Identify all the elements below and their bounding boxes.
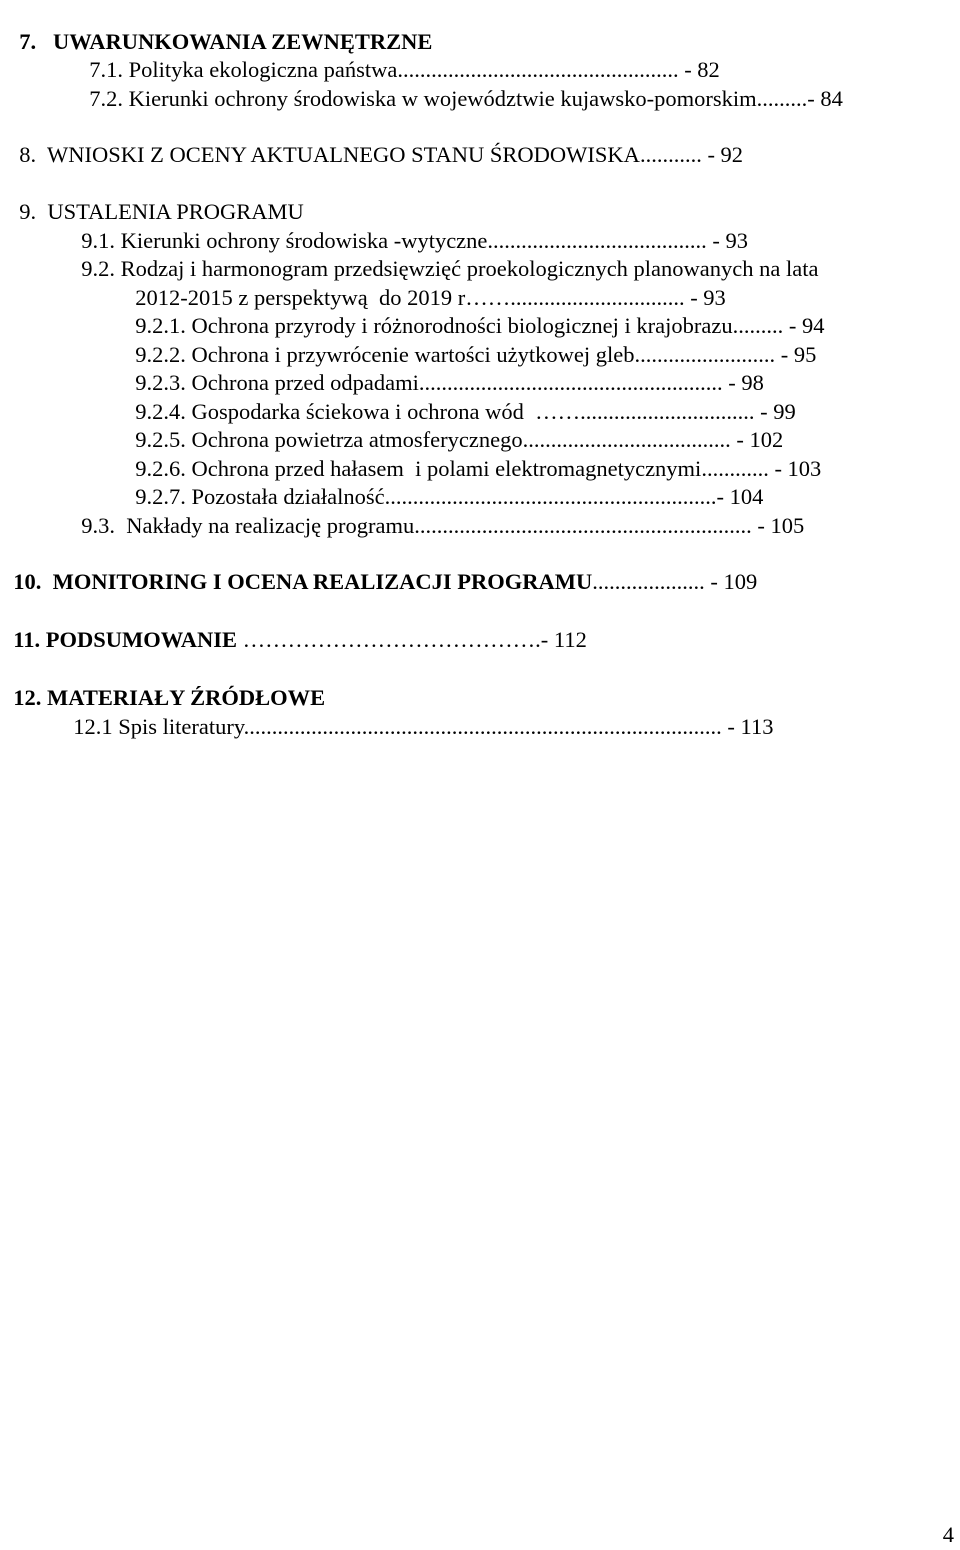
dot-leader: ...................................... (487, 228, 702, 253)
dot-leader: …….............................. (465, 285, 679, 310)
page-ref: . - 109 (699, 569, 758, 594)
page-ref: ... - 82 (661, 57, 720, 82)
page-ref: . - 98 (717, 370, 764, 395)
dot-leader: ........................ (634, 342, 770, 367)
page-ref: - 84 (807, 86, 843, 111)
section-title: UWARUNKOWANIA ZEWNĘTRZNE (53, 29, 433, 54)
page-number: 4 (942, 1522, 954, 1547)
toc-entry-12-1 (62, 685, 773, 741)
toc-entry-11 (2, 598, 587, 654)
dot-leader: ........ (732, 313, 778, 338)
page-ref: . - 95 (769, 342, 817, 367)
entry-title: 11. PODSUMOWANIE (13, 627, 238, 652)
entry-title: 9.2.6. Ochrona przed hałasem i polami elektromagnetycznymi (135, 456, 702, 481)
page-ref: . - 99 (748, 399, 796, 424)
dot-leader: ........... (701, 456, 764, 481)
dot-leader: ................... (592, 569, 700, 594)
toc-entry-9-3 (70, 484, 804, 540)
entry-title: 9.2. Rodzaj i harmonogram przedsięwzięć proekologicznych planowanych na lata (81, 256, 819, 281)
entry-title: 8. WNIOSKI Z OCENY AKTUALNEGO STANU ŚRODOWISKA (19, 142, 640, 167)
dot-leader: ........................................................... (414, 513, 747, 538)
dot-leader: .................................... (522, 427, 726, 452)
entry-title: 9.2.7. Pozostała działalność (135, 484, 385, 509)
entry-title: 9.2.3. Ochrona przed odpadami (135, 370, 419, 395)
toc-entry-7-2 (78, 57, 843, 113)
entry-title: 9.2.4. Gospodarka ściekowa i ochrona wód (135, 399, 524, 424)
entry-title: 9. USTALENIA PROGRAMU (19, 199, 304, 224)
page-ref: . - 102 (725, 427, 784, 452)
entry-title: 9.3. Nakłady na realizację programu (81, 513, 415, 538)
toc-entry-8 (8, 113, 743, 169)
page-ref: . - 92 (696, 142, 744, 167)
page-ref: - 104 (716, 484, 764, 509)
page-ref: . - 93 (678, 285, 726, 310)
dot-leader: .......... (639, 142, 697, 167)
entry-title: 7.2. Kierunki ochrony środowiska w województwie kujawsko-pomorskim (89, 86, 757, 111)
entry-title: 7.1. Polityka ekologiczna państwa (89, 57, 398, 82)
page-ref: . - 93 (701, 228, 749, 253)
dot-leader: ........................................................... (384, 484, 717, 509)
entry-title: 9.2.5. Ochrona powietrza atmosferycznego (135, 427, 523, 452)
page-ref: . - 113 (716, 714, 774, 739)
dot-leader: …….............................. (523, 399, 749, 424)
dot-leader: ............................................... (397, 57, 662, 82)
page-ref: - 112 (540, 627, 587, 652)
entry-title: 2012-2015 z perspektywą do 2019 r (135, 285, 466, 310)
dot-leader: ......... (756, 86, 808, 111)
entry-title: 12.1 Spis literatury (73, 714, 244, 739)
toc-entry-10 (2, 540, 757, 596)
entry-title: 9.2.2. Ochrona i przywrócenie wartości użytkowej gleb (135, 342, 635, 367)
dot-leader: ..................................................... (418, 370, 718, 395)
page-ref: . - 105 (746, 513, 805, 538)
entry-title: 9.2.1. Ochrona przyrody i różnorodności biologicznej i krajobrazu (135, 313, 733, 338)
entry-title: 9.1. Kierunki ochrony środowiska -wytyczne (81, 228, 488, 253)
dot-leader: .................................................................................... (243, 714, 717, 739)
entry-title: 12. MATERIAŁY ŹRÓDŁOWE (13, 685, 326, 710)
entry-title: 10. MONITORING I OCENA REALIZACJI PROGRAMU (13, 569, 593, 594)
page-ref: . - 94 (777, 313, 825, 338)
dot-leader: …………………………………. (237, 627, 541, 652)
section-number: 7. (19, 29, 37, 54)
page-ref: . - 103 (763, 456, 822, 481)
